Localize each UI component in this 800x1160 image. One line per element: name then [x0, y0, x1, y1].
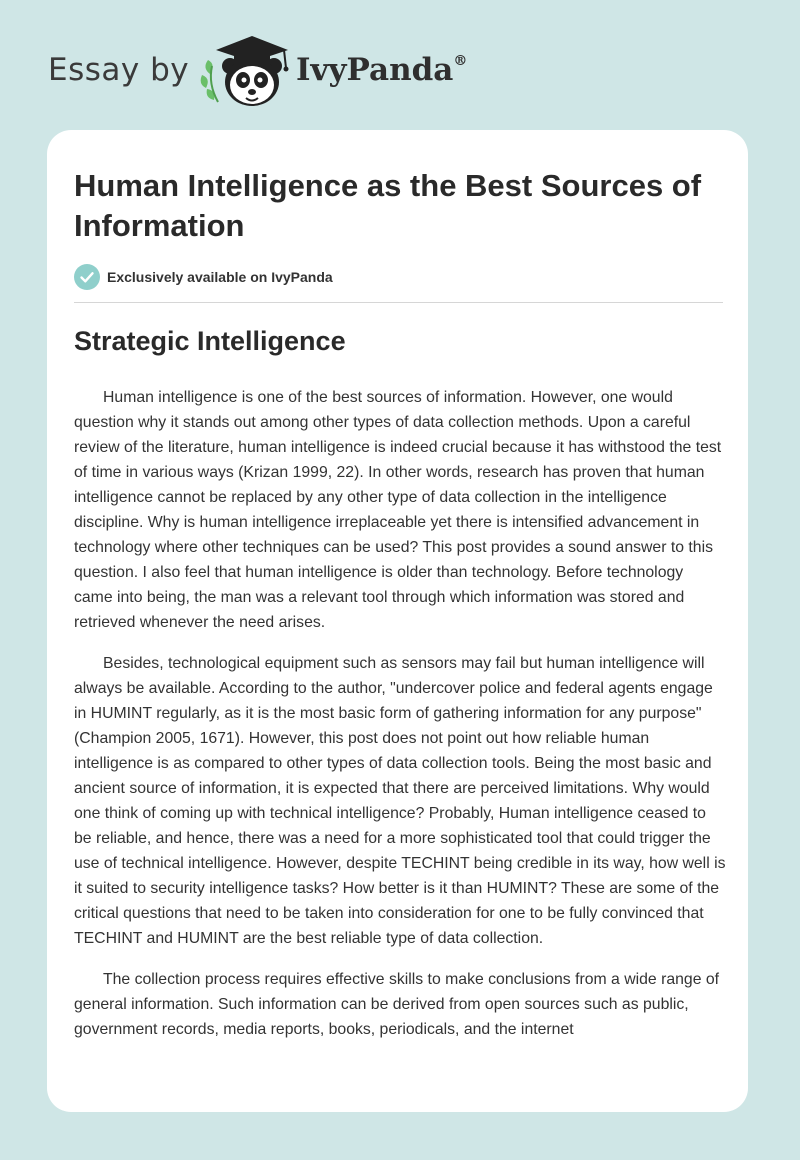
site-header	[0, 0, 800, 130]
panda-graduation-cap-icon[interactable]	[200, 30, 292, 110]
divider	[74, 302, 723, 303]
check-circle-icon	[74, 264, 100, 290]
brand-name[interactable]: IvyPanda®	[296, 52, 468, 88]
brand-prefix: Essay by	[48, 52, 190, 88]
page-title: Human Intelligence as the Best Sources of Information	[74, 168, 702, 243]
badge-text: Exclusively available on IvyPanda	[107, 269, 333, 285]
registered-mark: ®	[453, 52, 468, 69]
essay-body	[74, 385, 726, 1058]
paragraph: Besides, technological equipment such as sensors may fail but human intelligence will always be available. According to the author, "undercover police and federal agents engage in HUMINT regularly, as it is the most basic form of gathering information for any purpose" (Champion 2005, 1671). However, this post does not point out how reliable human intelligence is as compared to other types of data collection tools. Being the most basic and ancient source of information, it is expected that there are perceived limitations. Why would one think of coming up with technical intelligence? Probably, Human intelligence ceased to be reliable, and hence, there was a need for a more sophisticated tool that could trigger the use of technical intelligence. However, despite TECHINT being credible in its way, how well is it suited to security intelligence tasks? How better is it than HUMINT? These are some of the critical questions that need to be taken into consideration for one to be fully convinced that TECHINT and HUMINT are the best reliable type of data collection.	[74, 655, 726, 947]
exclusive-badge	[74, 264, 333, 290]
paragraph: Human intelligence is one of the best sources of information. However, one would question why it stands out among other types of data collection methods. Upon a careful review of the literature, human intelligence is indeed crucial because it has withstood the test of time in various ways (Krizan 1999, 22). In other words, research has proven that human intelligence cannot be replaced by any other type of data collection in the intelligence discipline. Why is human intelligence irreplaceable yet there is intensified advancement in technology where other techniques can be used? This post provides a sound answer to this question. I also feel that human intelligence is older than technology. Before technology came into being, the man was a relevant tool through which information was stored and retrieved whenever the need arises.	[74, 389, 722, 631]
paragraph: The collection process requires effective skills to make conclusions from a wide range of general information. Such information can be derived from open sources such as public, government records, media reports, books, periodicals, and the internet	[74, 971, 720, 1038]
section-heading: Strategic Intelligence	[74, 326, 346, 356]
essay-card	[47, 130, 748, 1112]
